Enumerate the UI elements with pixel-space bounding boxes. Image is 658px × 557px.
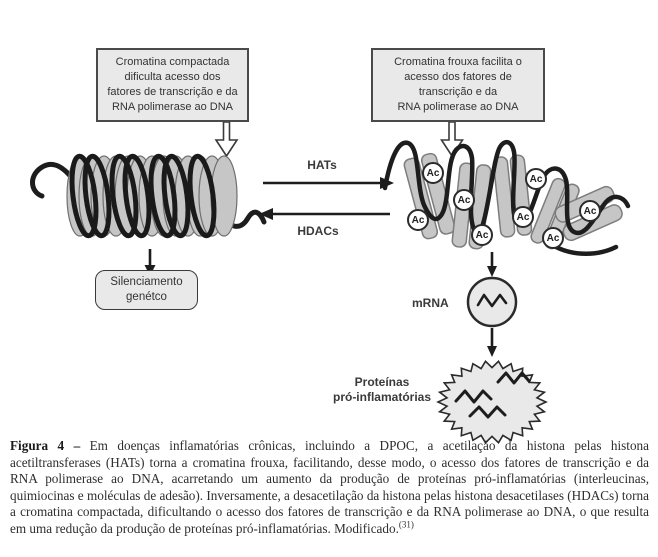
proteins-label-line: Proteínas bbox=[354, 375, 410, 389]
figure-caption bbox=[10, 438, 649, 538]
box-line: genétco bbox=[126, 291, 167, 303]
ac-badge: Ac bbox=[579, 200, 601, 222]
protein-arrow-head bbox=[487, 346, 497, 357]
proteins-label-line: pró-inflamatórias bbox=[332, 390, 431, 404]
dna-strand-tail bbox=[556, 247, 616, 254]
box-line: RNA polimerase ao DNA bbox=[111, 101, 234, 113]
box-line: fatores de transcrição e da bbox=[107, 86, 238, 98]
loose-chromatin-box bbox=[371, 48, 545, 122]
compacted-chromatin-box bbox=[96, 48, 249, 122]
mrna-label: mRNA bbox=[412, 296, 449, 310]
compacted-chromatin-illustration bbox=[33, 155, 265, 237]
box-line: Cromatina compactada bbox=[115, 56, 230, 68]
gene-silencing-box bbox=[95, 270, 198, 310]
box-line: dificulta acesso dos bbox=[124, 71, 221, 83]
figure-label: Figura 4 – bbox=[10, 438, 81, 453]
box-line: RNA polimerase ao DNA bbox=[397, 101, 519, 113]
loose-chromatin-illustration bbox=[385, 142, 628, 254]
dna-tail-left bbox=[33, 164, 73, 196]
box-line: acesso dos fatores de bbox=[404, 71, 512, 83]
box-connector-right-arrow bbox=[442, 122, 463, 156]
ac-badge: Ac bbox=[453, 189, 475, 211]
ac-badge: Ac bbox=[471, 224, 493, 246]
protein-burst-shape bbox=[438, 361, 546, 442]
caption-reference: (31) bbox=[398, 519, 414, 530]
hats-label: HATs bbox=[307, 158, 337, 172]
mrna-circle bbox=[468, 278, 516, 326]
box-line: Cromatina frouxa facilita o bbox=[394, 56, 522, 68]
mrna-arrow-head bbox=[487, 266, 497, 277]
ac-badge: Ac bbox=[525, 168, 547, 190]
box-line: transcrição e da bbox=[418, 86, 498, 98]
ac-badge: Ac bbox=[422, 162, 444, 184]
ac-badge: Ac bbox=[407, 209, 429, 231]
ac-badge: Ac bbox=[512, 206, 534, 228]
hdacs-label: HDACs bbox=[297, 224, 339, 238]
box-connector-left-arrow bbox=[216, 122, 237, 156]
box-line: Silenciamento bbox=[110, 276, 183, 288]
ac-badge: Ac bbox=[542, 227, 564, 249]
caption-text: Em doenças inflamatórias crônicas, incluindo a DPOC, a acetilação da histona pelas histona acetiltransferases (HATs) torna a cromatina frouxa, facilitando, desse modo, o acesso dos fatores de transcrição e da RNA polimerase ao DNA, acarretando um aumento da produção de proteínas pró-inflamatórias (interleucinas, quimiocinas e moléculas de adesão). Inversamente, a desacetilação da histona pelas histona desacetilases (HDACs) torna a cromatina compactada, dificultando o acesso dos fatores de transcrição e da RNA polimerase ao DNA, o que resulta em uma redução da produção de proteínas pró-inflamatórias. Modificado. bbox=[10, 438, 649, 536]
proteins-label bbox=[330, 375, 434, 405]
